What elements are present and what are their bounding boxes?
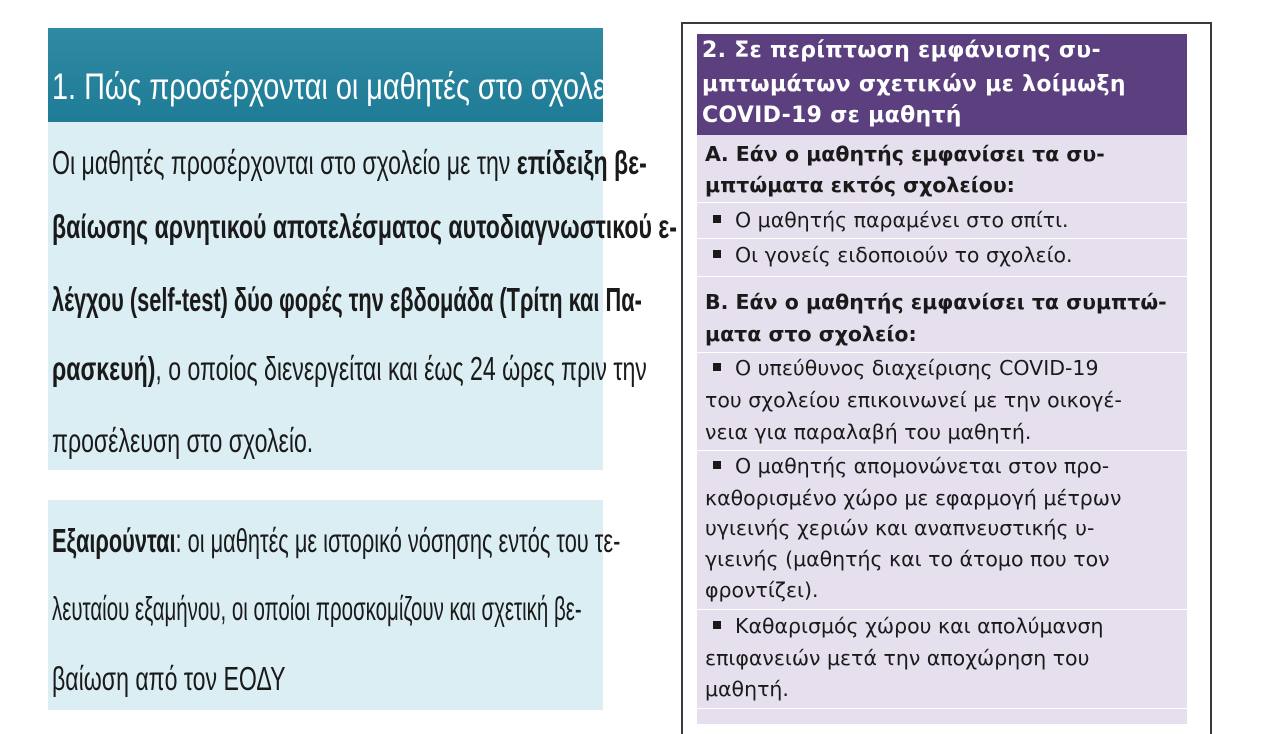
- bullet-icon: [713, 461, 721, 469]
- section-b-bullet-3-line-2: επιφανειών μετά την αποχώρηση του: [705, 646, 1090, 670]
- section-a-heading-line-1: Α. Εάν ο μαθητής εμφανίσει τα συ-: [705, 142, 1105, 166]
- divider: [697, 276, 1187, 277]
- box2-line-2: λευταίου εξαμήνου, οι οποίοι προσκομίζουν και σχετική βε-: [52, 590, 582, 627]
- section-b-bullet-2-line-2: καθορισμένο χώρο με εφαρμογή μέτρων: [705, 486, 1122, 510]
- bullet-icon: [713, 250, 721, 258]
- section-b-bullet-1-line-1: Ο υπεύθυνος διαχείρισης COVID-19: [713, 356, 1099, 380]
- section-a-heading-line-2: μπτώματα εκτός σχολείου:: [705, 173, 1015, 197]
- right-header-line-2: μπτωμάτων σχετικών με λοίμωξη: [702, 72, 1126, 97]
- divider: [697, 609, 1187, 610]
- section-b-bullet-3-line-1: Καθαρισμός χώρου και απολύμανση: [713, 614, 1103, 638]
- divider: [697, 238, 1187, 239]
- box2-line-1: Εξαιρούνται: οι μαθητές με ιστορικό νόσησης εντός του τε-: [52, 522, 621, 559]
- divider: [697, 450, 1187, 451]
- box1-line-1: Οι μαθητές προσέρχονται στο σχολείο με την επίδειξη βε-: [52, 144, 647, 181]
- right-section-header: [697, 34, 1187, 135]
- exemptions-box: [48, 500, 621, 710]
- section-b-bullet-1-line-2: του σχολείου επικοινωνεί με την οικογέ-: [705, 388, 1122, 412]
- section-b-bullet-3-line-3: μαθητή.: [705, 677, 789, 701]
- left-section-title-bar: [48, 28, 629, 122]
- right-header-line-3: COVID-19 σε μαθητή: [702, 103, 962, 128]
- left-section-title: 1. Πώς προσέρχονται οι μαθητές στο σχολείο: [52, 66, 629, 107]
- bullet-icon: [713, 621, 721, 629]
- right-header-line-1: 2. Σε περίπτωση εμφάνισης συ-: [702, 38, 1101, 63]
- bullet-icon: [713, 215, 721, 223]
- section-b-heading-line-1: Β. Εάν ο μαθητής εμφανίσει τα συμπτώ-: [705, 290, 1167, 314]
- box1-line-2: βαίωσης αρνητικού αποτελέσματος αυτοδιαγνωστικού ε-: [52, 208, 677, 245]
- box1-line-5: προσέλευση στο σχολείο.: [52, 422, 314, 459]
- section-b-heading-line-2: ματα στο σχολείο:: [705, 322, 917, 346]
- section-b-bullet-2-line-4: γιεινής (μαθητής και το άτομο που τον: [705, 547, 1110, 571]
- divider: [697, 708, 1187, 709]
- attendance-requirements-box: [48, 122, 677, 470]
- divider: [697, 202, 1187, 203]
- section-b-bullet-2-line-5: φροντίζει).: [705, 578, 819, 602]
- section-b-bullet-1-line-3: νεια για παραλαβή του μαθητή.: [705, 420, 1032, 444]
- section-b-bullet-2-line-3: υγιεινής χεριών και αναπνευστικής υ-: [705, 516, 1095, 540]
- box1-line-3: λέγχου (self-test) δύο φορές την εβδομάδα (Τρίτη και Πα-: [52, 281, 642, 318]
- box2-line-3: βαίωση από τον ΕΟΔΥ: [52, 660, 286, 697]
- section-a-bullet-1: Ο μαθητής παραμένει στο σπίτι.: [713, 208, 1069, 232]
- divider: [697, 352, 1187, 353]
- section-a-bullet-2: Οι γονείς ειδοποιούν το σχολείο.: [713, 243, 1073, 267]
- bullet-icon: [713, 363, 721, 371]
- box1-line-4: ρασκευή), ο οποίος διενεργείται και έως 24 ώρες πριν την: [52, 350, 647, 387]
- section-b-bullet-2-line-1: Ο μαθητής απομονώνεται στον προ-: [713, 454, 1109, 478]
